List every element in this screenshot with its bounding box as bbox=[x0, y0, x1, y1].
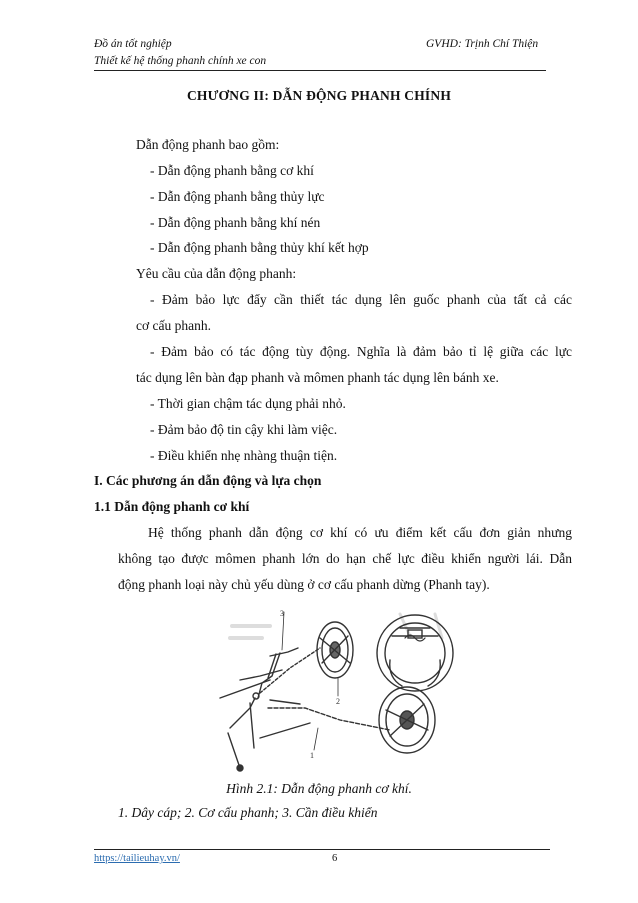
requirement-2-line1: - Đảm bảo có tác động tùy động. Nghĩa là đảm bảo tỉ lệ giữa các lực bbox=[150, 344, 572, 359]
footer-link[interactable]: https://tailieuhay.vn/ bbox=[94, 853, 180, 864]
list-item: - Dẫn động phanh bằng thủy khí kết hợp bbox=[150, 240, 369, 255]
figure-label-3: 3 bbox=[280, 609, 284, 618]
requirement-1-line1: - Đảm bảo lực đẩy cần thiết tác dụng lên guốc phanh của tất cả các bbox=[150, 292, 572, 307]
header-supervisor: GVHD: Trịnh Chí Thiện bbox=[426, 38, 539, 50]
paragraph-line: động phanh loại này chủ yếu dùng ở cơ cấu phanh dừng (Phanh tay). bbox=[118, 577, 490, 592]
paragraph-line: Hệ thống phanh dẫn động cơ khí có ưu điểm kết cấu đơn giản nhưng bbox=[148, 525, 572, 540]
page-number: 6 bbox=[332, 853, 338, 864]
header-document-title: Đồ án tốt nghiệp bbox=[94, 38, 172, 50]
list-item: - Đảm bảo độ tin cậy khi làm việc. bbox=[150, 422, 338, 437]
footer-divider bbox=[94, 849, 550, 850]
paragraph-line: không tạo được mômen phanh lớn do hạn chế lực điều khiển người lái. Dẫn bbox=[118, 551, 572, 566]
requirement-1-line2: cơ cấu phanh. bbox=[136, 318, 211, 333]
header-divider bbox=[94, 70, 546, 71]
mechanical-brake-drive-figure bbox=[210, 608, 470, 773]
list-item: - Thời gian chậm tác dụng phải nhỏ. bbox=[150, 396, 346, 411]
header-thesis-subject: Thiết kế hệ thống phanh chính xe con bbox=[94, 55, 267, 67]
list-item: - Dẫn động phanh bằng cơ khí bbox=[150, 163, 314, 178]
figure-caption: Hình 2.1: Dẫn động phanh cơ khí. bbox=[226, 781, 412, 796]
list-item: - Dẫn động phanh bằng khí nén bbox=[150, 215, 321, 230]
requirement-2-line2: tác dụng lên bàn đạp phanh và mômen phanh tác dụng lên bánh xe. bbox=[136, 370, 499, 385]
figure-label-2: 2 bbox=[336, 697, 340, 706]
intro-text: Dẫn động phanh bao gồm: bbox=[136, 137, 280, 152]
list-item: - Điều khiển nhẹ nhàng thuận tiện. bbox=[150, 448, 338, 463]
chapter-title: CHƯƠNG II: DẪN ĐỘNG PHANH CHÍNH bbox=[186, 88, 452, 103]
subsection-heading: 1.1 Dẫn động phanh cơ khí bbox=[94, 499, 250, 514]
figure-label-1: 1 bbox=[310, 751, 314, 760]
requirements-intro: Yêu cầu của dẫn động phanh: bbox=[136, 266, 297, 281]
figure-legend: 1. Dây cáp; 2. Cơ cấu phanh; 3. Cần điều khiển bbox=[118, 805, 378, 820]
section-heading: I. Các phương án dẫn động và lựa chọn bbox=[94, 473, 322, 488]
list-item: - Dẫn động phanh bằng thủy lực bbox=[150, 189, 325, 204]
